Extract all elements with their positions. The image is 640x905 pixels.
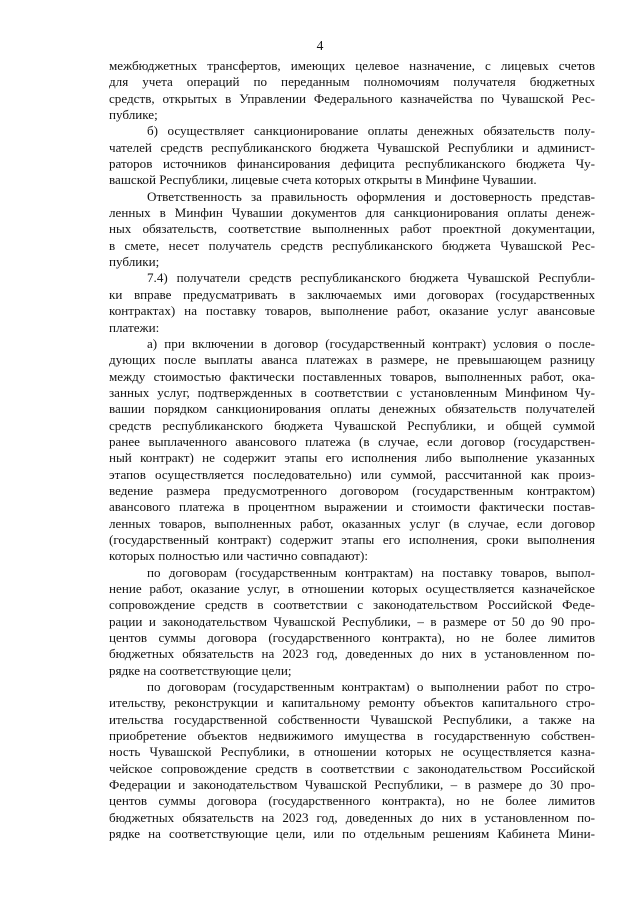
text-line: приобретение объектов недвижимого имущества в государственную собствен- bbox=[109, 728, 595, 744]
text-line: публике; bbox=[109, 107, 158, 123]
text-line: занных услуг, подтвержденных в соответствии с установленным Минфином Чу- bbox=[109, 384, 595, 400]
text-line: ленных в Минфин Чувашии документов для санкционирования оплаты денеж- bbox=[109, 205, 595, 221]
text-line: а) при включении в договор (государственный контракт) условия о после- bbox=[147, 335, 595, 351]
text-line: ность Чувашской Республики, в отношении которых не осуществляется казна- bbox=[109, 744, 595, 760]
text-line: ительству, реконструкции и капитальному ремонту объектов капитального стро- bbox=[109, 695, 595, 711]
text-line: бюджетных обязательств на 2023 год, доведенных до них в установленном по- bbox=[109, 809, 595, 825]
text-line: нение работ, оказание услуг, в отношении которых осуществляется казначейское bbox=[109, 581, 595, 596]
text-line: которых полностью или частично совпадают): bbox=[109, 548, 369, 564]
text-line: ки вправе предусматривать в заключаемых ими договорах (государственных bbox=[109, 286, 595, 302]
text-line: центов суммы договора (государственного контракта), но не более лимитов bbox=[109, 793, 595, 809]
text-line: (государственный контракт) содержит этапы его исполнения, сроки выполнения bbox=[109, 531, 595, 547]
text-line: чателей средств республиканского бюджета Чувашской Республики и админист- bbox=[109, 139, 595, 155]
text-line: Федерации и законодательством Чувашской Республики, – в размере до 30 про- bbox=[109, 777, 595, 793]
text-line: по договорам (государственным контрактам) о выполнении работ по стро- bbox=[147, 679, 595, 695]
text-line: этапов осуществляется последовательно) или суммой, рассчитанной как произ- bbox=[109, 466, 595, 482]
text-line: средств республиканского бюджета Чувашской Республики, и общей суммой bbox=[109, 417, 595, 433]
text-line: ный контракт) не содержит этапы его исполнения либо выполнение указанных bbox=[109, 450, 595, 466]
text-line: ведение размера предусмотренного договором (государственным контрактом) bbox=[109, 482, 595, 498]
text-line: авансового платежа в процентном выражении и стоимости фактически постав- bbox=[109, 499, 595, 515]
text-line: публики; bbox=[109, 254, 160, 270]
text-line: по договорам (государственным контрактам) на поставку товаров, выпол- bbox=[147, 564, 595, 580]
text-line: вашской Республики, лицевые счета которых открыты в Минфине Чувашии. bbox=[109, 172, 537, 188]
text-line: ранее выплаченного авансового платежа (в случае, если договор (государствен- bbox=[109, 433, 595, 449]
text-line: ительства государственной собственности Чувашской Республики, а также на bbox=[109, 711, 595, 727]
text-line: рядке на соответствующие цели, или по отдельным решениям Кабинета Мини- bbox=[109, 826, 595, 842]
text-line: раторов источников финансирования дефицита республиканского бюджета Чу- bbox=[109, 156, 595, 172]
text-line: Ответственность за правильность оформления и достоверность представ- bbox=[147, 188, 595, 204]
text-line: центов суммы договора (государственного контракта), но не более лимитов bbox=[109, 630, 595, 646]
text-line: рации и законодательством Чувашской Республики, – в размере от 50 до 90 про- bbox=[109, 613, 595, 629]
text-line: ных обязательств, соответствие выполненных работ проектной документации, bbox=[109, 221, 595, 237]
text-line: сопровождение средств в соответствии с законодательством Российской Феде- bbox=[109, 597, 595, 613]
text-line: ленных товаров, выполненных работ, оказанных услуг (в случае, если договор bbox=[109, 515, 595, 531]
page-number: 4 bbox=[316, 38, 324, 53]
text-line: межбюджетных трансфертов, имеющих целевое назначение, с лицевых счетов bbox=[109, 58, 595, 73]
text-line: дующих после выплаты аванса платежах в размере, не превышающем разницу bbox=[109, 352, 595, 368]
text-line: платежи: bbox=[109, 319, 160, 335]
text-line: бюджетных обязательств на 2023 год, доведенных до них в установленном по- bbox=[109, 646, 595, 662]
text-line: для учета операций по переданным полномочиям получателя бюджетных bbox=[109, 74, 595, 90]
text-line: контрактах) на поставку товаров, выполнение работ, оказание услуг авансовые bbox=[109, 303, 595, 319]
text-line: рядке на соответствующие цели; bbox=[109, 662, 292, 678]
text-line: в смете, несет получатель средств республиканского бюджета Чувашской Рес- bbox=[109, 237, 595, 253]
text-line: вашии порядком санкционирования оплаты денежных обязательств получателей bbox=[109, 401, 595, 417]
text-line: б) осуществляет санкционирование оплаты денежных обязательств полу- bbox=[147, 123, 595, 139]
text-line: средств, открытых в Управлении Федерального казначейства по Чувашской Рес- bbox=[109, 90, 595, 106]
text-line: между стоимостью фактически поставленных товаров, выполненных работ, ока- bbox=[109, 368, 595, 384]
text-line: чейское сопровождение средств в соответствии с законодательством Российской bbox=[109, 760, 595, 776]
document-body bbox=[109, 58, 595, 843]
text-line: 7.4) получатели средств республиканского бюджета Чувашской Республи- bbox=[147, 270, 595, 286]
